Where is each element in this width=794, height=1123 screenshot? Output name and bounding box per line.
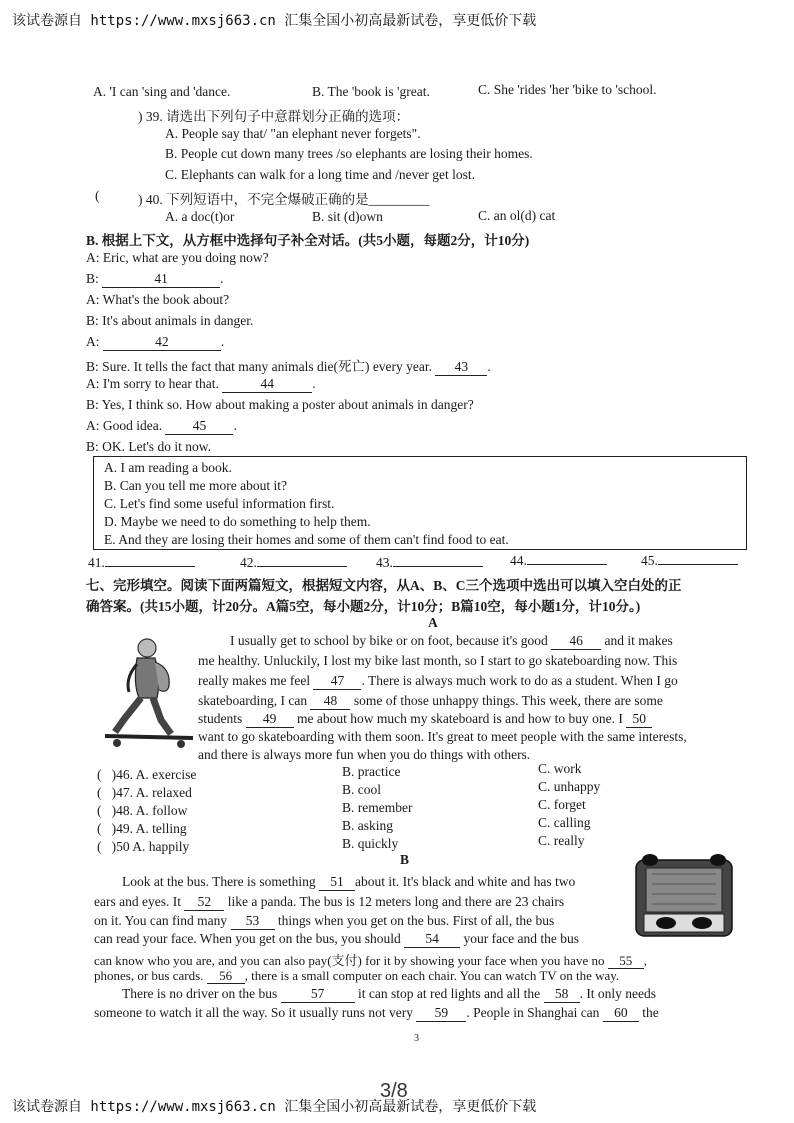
q40-paren: ( [95,188,100,203]
section-7-title-line-2: 确答案。(共15小题，计20分。A篇5空，每小题2分，计10分；B篇10空，每小题1分，计10分。) [86,599,641,614]
blank-number: 45 [192,418,207,433]
passage-b-line-5 [94,950,647,969]
passage-a-line-6: want to go skateboarding with them soon. It's great to meet people with the same interests, [198,729,687,744]
line-text: There is no driver on the bus [122,986,278,1001]
line-text: . There is always much work to do as a student. When I go [361,673,678,688]
q38-option-a: A. 'I can 'sing and 'dance. [93,84,231,99]
box-option-d: D. Maybe we need to do something to help them. [104,514,371,529]
speaker: A: [86,418,100,433]
line-text: , [643,953,647,968]
option-a: )50 A. happily [111,839,190,854]
answer-paren[interactable]: ( [97,803,102,818]
line-text: about it. It's black and white and has two [354,874,576,889]
line-text: it can stop at red lights and all the [357,986,541,1001]
blank-number: 51 [330,874,344,889]
dialogue-line-4 [86,313,253,329]
line-text: students [198,711,243,726]
speaker: A: [86,334,100,349]
viewer-page-indicator: 3/8 [380,1080,408,1102]
cloze-blank-51[interactable] [319,875,355,891]
answer-blank-42[interactable] [103,335,221,351]
line-text: . People in Shanghai can [466,1005,600,1020]
blank-number: 56 [219,968,233,983]
dialogue-line-10 [86,439,211,455]
answer-blank-44[interactable] [222,377,312,393]
passage-a-line-3 [198,673,678,690]
blank-number: 41 [154,271,168,286]
question-47-option-c: C. unhappy [538,779,601,794]
line-text: phones, or bus cards. [94,968,204,983]
speaker: B: [86,313,99,328]
dialogue-line-8 [86,397,474,413]
question-46-option-c: C. work [538,761,582,776]
answer-paren[interactable]: ( [97,839,102,854]
speaker: B: [86,439,99,454]
cloze-blank-59[interactable] [416,1006,466,1022]
line-text: Look at the bus. There is something [122,874,316,889]
answer-paren[interactable]: ( [97,821,102,836]
blank-number: 48 [323,693,338,708]
q40-option-a: A. a doc(t)or [165,209,235,224]
question-49-option-c: C. calling [538,815,591,830]
question-46 [97,767,196,783]
option-a: )47. A. relaxed [111,785,192,800]
section-7-title-line-1: 七、完形填空。阅读下面两篇短文，根据短文内容，从A、B、C三个选项中选出可以填入空白处的正 [86,578,682,593]
q38-option-c: C. She 'rides 'her 'bike to 'school. [478,82,657,97]
question-48 [97,803,187,819]
q39-option-a: A. People say that/ "an elephant never forgets". [165,126,421,141]
q40-option-c: C. an ol(d) cat [478,208,556,223]
passage-a-line-4 [198,693,663,710]
line-text: , there is a small computer on each chair. You can watch TV on the way. [244,968,620,983]
answer-slot-42[interactable] [257,566,347,567]
line-text: I usually get to school by bike or on foot, because it's good [230,633,548,648]
question-50-option-c: C. really [538,833,585,848]
question-47 [97,785,192,801]
cloze-blank-52[interactable] [184,895,224,911]
option-a: )46. A. exercise [111,767,197,782]
blank-number: 54 [425,931,439,946]
line-text: skateboarding, I can [198,693,308,708]
q38-option-b: B. The 'book is 'great. [312,84,430,99]
line-text: . It only needs [579,986,657,1001]
passage-a-line-7: and there is always more fun when you do things with others. [198,747,531,762]
box-option-b: B. Can you tell me more about it? [104,478,287,493]
cloze-blank-47[interactable] [313,674,361,690]
line-text: ears and eyes. It [94,894,181,909]
source-footer: 该试卷源自 https://www.mxsj663.cn 汇集全国小初高最新试卷，享更低价下载 [12,1099,537,1115]
skateboarder-illustration [95,634,210,749]
cloze-blank-54[interactable] [404,932,460,948]
printed-page-number: 3 [414,1033,419,1044]
blank-number: 50 [632,711,646,726]
q40-option-b: B. sit (d)own [312,209,383,224]
blank-number: 47 [330,673,345,688]
passage-b-line-1 [122,874,575,891]
line-text: on it. You can find many [94,913,228,928]
panda-bus-illustration [632,850,736,940]
blank-number: 49 [262,711,277,726]
answer-label-41: 41. [88,555,105,570]
passage-a-line-1 [230,633,673,650]
cloze-blank-60[interactable] [603,1006,639,1022]
answer-slot-43[interactable] [393,566,483,567]
line-text: can know who you are, and you can also pay(支付) for it by showing your face when you have no [94,953,605,968]
line-text: I'm sorry to hear that. [102,376,219,391]
answer-blank-45[interactable] [165,419,233,435]
dialogue-line-1 [86,250,269,266]
speaker: A: [86,292,100,307]
cloze-blank-49[interactable] [246,712,294,728]
blank-number: 60 [614,1005,628,1020]
blank-number: 53 [245,913,260,928]
line-text: really makes me feel [198,673,311,688]
speaker: B: [86,359,99,374]
line-text: things when you get on the bus. First of all, the bus [277,913,555,928]
cloze-blank-55[interactable] [608,954,644,969]
line-end: . [233,418,237,433]
line-text: the [642,1005,659,1020]
question-49-option-b: B. asking [342,818,394,833]
box-option-e: E. And they are losing their homes and some of them can't find food to eat. [104,532,509,547]
blank-number: 46 [569,633,583,648]
passage-b-line-2 [94,894,564,911]
source-header: 该试卷源自 https://www.mxsj663.cn 汇集全国小初高最新试卷，享更低价下载 [12,13,537,29]
cloze-blank-53[interactable] [231,914,275,930]
question-48-option-b: B. remember [342,800,413,815]
line-text: and it makes [604,633,673,648]
line-text: can read your face. When you get on the bus, you should [94,931,401,946]
passage-b-line-6 [94,968,619,984]
answer-label-44: 44. [510,553,527,568]
blank-number: 52 [197,894,212,909]
line-text: some of those unhappy things. This week, there are some [353,693,663,708]
dialogue-line-2 [86,271,224,288]
q39-option-c: C. Elephants can walk for a long time and /never get lost. [165,167,476,182]
question-48-option-c: C. forget [538,797,586,812]
passage-b-label: B [400,852,410,867]
cloze-blank-46[interactable] [551,634,601,650]
blank-number: 43 [454,359,469,374]
passage-b-line-4 [94,931,579,948]
cloze-blank-48[interactable] [310,694,350,710]
answer-slot-45[interactable] [658,564,738,565]
answer-paren[interactable]: ( [97,767,102,782]
cloze-blank-58[interactable] [544,987,580,1003]
line-text: What's the book about? [102,292,230,307]
line-text: OK. Let's do it now. [102,439,211,454]
question-50 [97,839,189,855]
box-option-c: C. Let's find some useful information first. [104,496,335,511]
question-50-option-b: B. quickly [342,836,399,851]
answer-slot-44[interactable] [527,564,607,565]
q39-option-b: B. People cut down many trees /so elephants are losing their homes. [165,146,533,161]
section-b-title: B. 根据上下文，从方框中选择句子补全对话。(共5小题，每题2分，计10分) [86,233,530,248]
line-end: . [312,376,316,391]
passage-a-line-5 [198,711,652,728]
line-text: me about how much my skateboard is and how to buy one. I [297,711,623,726]
passage-b-line-3 [94,913,554,930]
dialogue-line-6 [86,355,491,376]
answer-row [641,553,738,569]
line-text: your face and the bus [463,931,580,946]
blank-number: 58 [554,986,569,1001]
line-end: . [487,359,491,374]
option-a: )49. A. telling [111,821,187,836]
answer-slot-41[interactable] [105,566,195,567]
answer-label-45: 45. [641,553,658,568]
passage-b-line-8 [94,1005,659,1022]
box-option-a: A. I am reading a book. [104,460,232,475]
line-text: Eric, what are you doing now? [102,250,269,265]
cloze-blank-50[interactable] [626,712,652,728]
passage-a-label: A [428,615,438,630]
answer-paren[interactable]: ( [97,785,102,800]
blank-number: 57 [310,986,325,1001]
line-text: like a panda. The bus is 12 meters long and there are 23 chairs [227,894,565,909]
line-end: . [220,334,225,349]
passage-a-line-2: me healthy. Unluckily, I lost my bike last month, so I start to go skateboarding now. This [198,653,678,668]
speaker: B: [86,271,99,286]
line-text: Good idea. [102,418,163,433]
answer-blank-43[interactable] [435,360,487,376]
blank-number: 59 [434,1005,449,1020]
dialogue-line-9 [86,418,237,435]
line-text: someone to watch it all the way. So it usually runs not very [94,1005,413,1020]
q40-stem: ) 40. 下列短语中，不完全爆破正确的是_________ [138,192,430,207]
answer-row [510,553,607,569]
blank-number: 55 [619,953,633,968]
answer-blank-41[interactable] [102,272,220,288]
line-text: It's about animals in danger. [102,313,254,328]
blank-number: 44 [260,376,275,391]
passage-b-line-7 [122,986,656,1003]
dialogue-line-5 [86,334,224,351]
speaker: A: [86,376,100,391]
answer-row [88,555,195,571]
cloze-blank-57[interactable] [281,987,355,1003]
question-47-option-b: B. cool [342,782,381,797]
line-text: Yes, I think so. How about making a poster about animals in danger? [101,397,474,412]
dialogue-line-7 [86,376,316,393]
cloze-blank-56[interactable] [207,969,245,984]
line-end: . [220,271,224,286]
question-49 [97,821,187,837]
option-a: )48. A. follow [111,803,188,818]
dialogue-line-3 [86,292,229,308]
q39-stem: ) 39. 请选出下列句子中意群划分正确的选项： [138,109,410,124]
answer-row [240,555,347,571]
question-46-option-b: B. practice [342,764,401,779]
answer-label-43: 43. [376,555,393,570]
speaker: A: [86,250,100,265]
speaker: B: [86,397,99,412]
blank-number: 42 [155,334,169,349]
answer-label-42: 42. [240,555,257,570]
line-text: Sure. It tells the fact that many animals die(死亡) every year. [102,359,433,374]
answer-row [376,555,483,571]
